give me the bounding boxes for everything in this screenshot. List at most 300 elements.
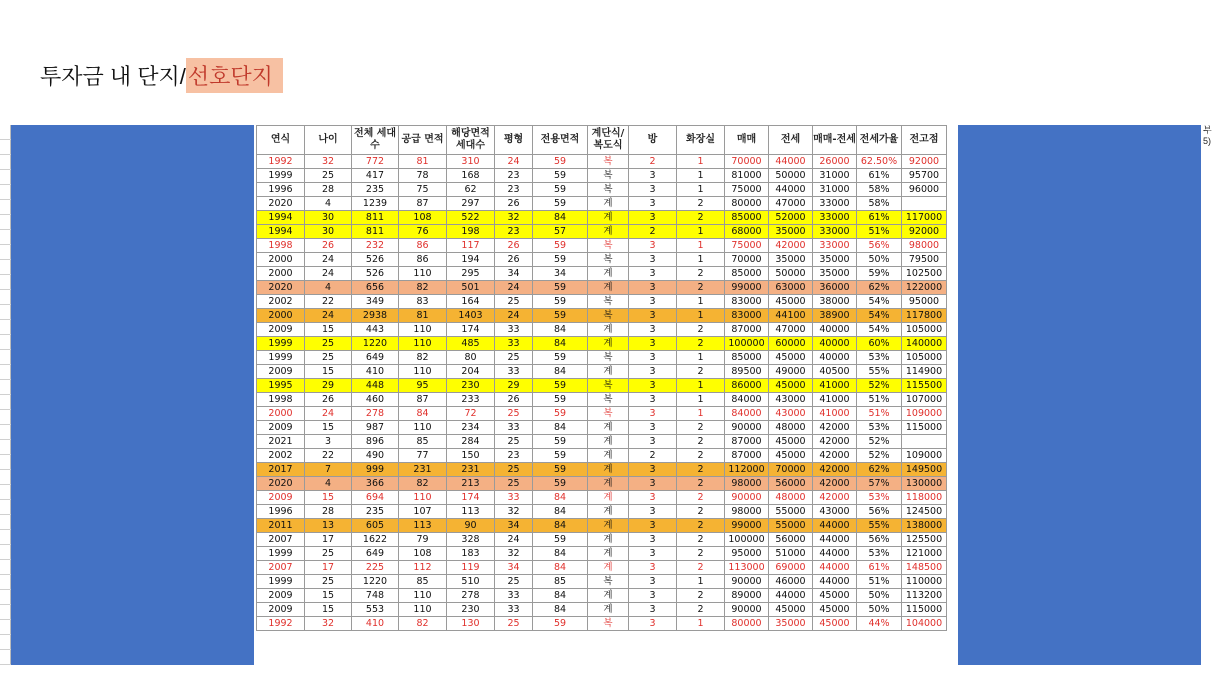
column-header: 매매 (725, 126, 769, 155)
table-cell: 110 (399, 603, 447, 617)
table-cell: 1996 (257, 183, 305, 197)
edge-grid-line (0, 395, 11, 410)
table-cell: 59 (533, 309, 588, 323)
table-cell: 2009 (257, 603, 305, 617)
table-cell: 460 (352, 393, 399, 407)
table-cell: 115000 (902, 603, 947, 617)
table-cell: 복 (588, 239, 629, 253)
table-cell: 349 (352, 295, 399, 309)
table-cell: 113200 (902, 589, 947, 603)
table-cell: 95000 (725, 547, 769, 561)
table-cell: 47000 (769, 323, 813, 337)
table-cell: 53% (857, 351, 902, 365)
table-row (257, 379, 947, 393)
table-cell: 61% (857, 211, 902, 225)
table-cell: 30 (305, 211, 352, 225)
table-cell: 80 (447, 351, 495, 365)
edge-grid-line (0, 170, 11, 185)
table-cell: 33 (495, 589, 533, 603)
table-row (257, 421, 947, 435)
table-cell: 2007 (257, 533, 305, 547)
table-cell: 44100 (769, 309, 813, 323)
table-cell: 84 (533, 547, 588, 561)
edge-grid-line (0, 185, 11, 200)
table-cell: 87 (399, 393, 447, 407)
table-cell: 2 (677, 519, 725, 533)
table-cell: 130 (447, 617, 495, 631)
table-cell: 48000 (769, 491, 813, 505)
table-cell: 77 (399, 449, 447, 463)
table-cell: 2020 (257, 477, 305, 491)
table-cell: 24 (495, 281, 533, 295)
table-cell: 59 (533, 281, 588, 295)
table-cell: 59 (533, 155, 588, 169)
table-cell: 3 (305, 435, 352, 449)
edge-grid-line (0, 215, 11, 230)
table-cell: 89000 (725, 589, 769, 603)
edge-grid-line (0, 260, 11, 275)
table-cell: 25 (495, 617, 533, 631)
table-cell: 33 (495, 421, 533, 435)
table-cell: 46000 (769, 575, 813, 589)
table-cell: 83000 (725, 309, 769, 323)
table-cell: 79 (399, 533, 447, 547)
right-redaction-panel (958, 125, 1201, 665)
table-cell: 15 (305, 589, 352, 603)
table-cell: 59 (533, 183, 588, 197)
edge-grid-line (0, 125, 11, 140)
column-header: 전세가율 (857, 126, 902, 155)
table-cell: 1 (677, 575, 725, 589)
table-cell: 1994 (257, 211, 305, 225)
table-cell: 310 (447, 155, 495, 169)
table-cell: 25 (495, 295, 533, 309)
table-cell: 58% (857, 197, 902, 211)
table-row (257, 155, 947, 169)
edge-grid-line (0, 590, 11, 605)
table-cell: 26 (495, 197, 533, 211)
table-cell: 54% (857, 309, 902, 323)
table-cell: 51% (857, 575, 902, 589)
table-cell: 1992 (257, 155, 305, 169)
table-cell: 99000 (725, 281, 769, 295)
table-cell: 26 (495, 239, 533, 253)
table-body (257, 155, 947, 631)
table-cell: 34 (495, 561, 533, 575)
table-cell: 3 (629, 239, 677, 253)
table-cell: 84 (399, 407, 447, 421)
table-cell: 1999 (257, 169, 305, 183)
table-row (257, 575, 947, 589)
table-cell: 2021 (257, 435, 305, 449)
edge-grid-line (0, 275, 11, 290)
table-cell: 1 (677, 183, 725, 197)
column-header: 방 (629, 126, 677, 155)
table-cell: 44000 (813, 519, 857, 533)
table-cell: 225 (352, 561, 399, 575)
table-cell: 26 (495, 393, 533, 407)
table-cell: 649 (352, 547, 399, 561)
table-cell: 35000 (769, 617, 813, 631)
table-cell: 1 (677, 379, 725, 393)
edge-grid-line (0, 650, 11, 665)
table-cell: 50000 (769, 169, 813, 183)
table-cell: 2009 (257, 323, 305, 337)
table-cell: 811 (352, 211, 399, 225)
table-cell: 1998 (257, 393, 305, 407)
table-cell: 7 (305, 463, 352, 477)
table-cell: 44% (857, 617, 902, 631)
edge-grid-line (0, 290, 11, 305)
table-cell: 59% (857, 267, 902, 281)
table-cell: 23 (495, 169, 533, 183)
table-cell: 2002 (257, 449, 305, 463)
table-cell: 85000 (725, 351, 769, 365)
table-cell: 72 (447, 407, 495, 421)
edge-grid-line (0, 485, 11, 500)
table-cell: 복 (588, 169, 629, 183)
table-cell: 44000 (813, 533, 857, 547)
table-cell: 2 (629, 225, 677, 239)
table-row (257, 435, 947, 449)
table-row (257, 169, 947, 183)
table-cell: 38900 (813, 309, 857, 323)
table-cell: 3 (629, 561, 677, 575)
table-cell: 45000 (813, 617, 857, 631)
table-cell: 117000 (902, 211, 947, 225)
table-cell: 55000 (769, 519, 813, 533)
table-cell: 31000 (813, 169, 857, 183)
table-cell: 105000 (902, 323, 947, 337)
table-cell: 48000 (769, 421, 813, 435)
table-header-row (257, 126, 947, 155)
table-cell: 계 (588, 533, 629, 547)
table-cell: 76 (399, 225, 447, 239)
table-cell: 15 (305, 603, 352, 617)
table-cell: 84000 (725, 407, 769, 421)
table-cell: 233 (447, 393, 495, 407)
table-cell: 33 (495, 337, 533, 351)
table-row (257, 449, 947, 463)
table-cell: 25 (495, 477, 533, 491)
table-cell: 68000 (725, 225, 769, 239)
table-cell: 80000 (725, 197, 769, 211)
table-row (257, 253, 947, 267)
table-cell: 15 (305, 491, 352, 505)
table-cell: 복 (588, 253, 629, 267)
table-cell: 110 (399, 365, 447, 379)
table-cell: 계 (588, 281, 629, 295)
table-cell: 56000 (769, 477, 813, 491)
table-cell: 117 (447, 239, 495, 253)
table-row (257, 365, 947, 379)
table-cell: 57% (857, 477, 902, 491)
table-cell: 98000 (902, 239, 947, 253)
table-row (257, 211, 947, 225)
table-cell: 58% (857, 183, 902, 197)
table-cell: 29 (495, 379, 533, 393)
table-cell: 1 (677, 225, 725, 239)
table-cell: 999 (352, 463, 399, 477)
edge-grid-line (0, 245, 11, 260)
table-cell: 40000 (813, 323, 857, 337)
table-cell: 45000 (769, 351, 813, 365)
table-cell: 2000 (257, 309, 305, 323)
edge-grid-line (0, 560, 11, 575)
table-cell: 계 (588, 463, 629, 477)
table-cell: 23 (495, 183, 533, 197)
column-header: 연식 (257, 126, 305, 155)
table-cell: 62 (447, 183, 495, 197)
table-cell: 42000 (769, 239, 813, 253)
table-cell: 계 (588, 589, 629, 603)
table-cell: 87000 (725, 323, 769, 337)
table-cell: 3 (629, 421, 677, 435)
table-cell: 32 (495, 505, 533, 519)
table-cell: 526 (352, 253, 399, 267)
table-row (257, 239, 947, 253)
table-cell: 553 (352, 603, 399, 617)
edge-grid-line (0, 320, 11, 335)
table-cell: 3 (629, 211, 677, 225)
table-row (257, 309, 947, 323)
table-cell: 복 (588, 617, 629, 631)
table-cell: 34 (533, 267, 588, 281)
table-cell: 57 (533, 225, 588, 239)
table-cell: 38000 (813, 295, 857, 309)
table-cell: 52% (857, 379, 902, 393)
table-cell: 15 (305, 323, 352, 337)
table-cell: 36000 (813, 281, 857, 295)
table-cell: 1 (677, 617, 725, 631)
table-cell: 2020 (257, 197, 305, 211)
table-cell: 278 (352, 407, 399, 421)
table-cell: 2 (677, 281, 725, 295)
table-row (257, 463, 947, 477)
table-cell: 107 (399, 505, 447, 519)
table-cell: 99000 (725, 519, 769, 533)
table-cell: 121000 (902, 547, 947, 561)
table-cell: 53% (857, 421, 902, 435)
table-cell: 24 (495, 155, 533, 169)
table-cell: 2009 (257, 421, 305, 435)
table-cell: 82 (399, 281, 447, 295)
table-cell: 42000 (813, 435, 857, 449)
table-cell: 2 (677, 211, 725, 225)
table-cell: 3 (629, 407, 677, 421)
table-cell: 2938 (352, 309, 399, 323)
table-cell: 1999 (257, 351, 305, 365)
left-redaction-panel (11, 125, 254, 665)
table-cell: 40000 (813, 337, 857, 351)
table-cell: 계 (588, 449, 629, 463)
table-cell: 3 (629, 379, 677, 393)
table-cell: 53% (857, 547, 902, 561)
table-cell: 44000 (813, 547, 857, 561)
table-cell: 60% (857, 337, 902, 351)
table-cell: 410 (352, 617, 399, 631)
table-cell: 52% (857, 435, 902, 449)
table-cell: 25 (305, 547, 352, 561)
table-cell: 3 (629, 393, 677, 407)
table-cell: 1999 (257, 547, 305, 561)
table-cell: 113 (447, 505, 495, 519)
table-row (257, 337, 947, 351)
table-cell: 417 (352, 169, 399, 183)
table-cell: 계 (588, 547, 629, 561)
table-cell: 234 (447, 421, 495, 435)
table-cell: 25 (495, 463, 533, 477)
column-header: 나이 (305, 126, 352, 155)
table-cell: 61% (857, 169, 902, 183)
table-cell: 115500 (902, 379, 947, 393)
table-cell: 90 (447, 519, 495, 533)
column-header: 평형 (495, 126, 533, 155)
table-cell: 56% (857, 239, 902, 253)
table-cell: 85 (533, 575, 588, 589)
table-cell: 656 (352, 281, 399, 295)
table-cell: 84 (533, 603, 588, 617)
table-cell: 25 (495, 435, 533, 449)
table-cell: 84 (533, 519, 588, 533)
table-cell: 605 (352, 519, 399, 533)
table-cell: 2 (677, 337, 725, 351)
table-cell: 32 (495, 211, 533, 225)
table-cell: 148500 (902, 561, 947, 575)
table-cell: 35000 (769, 253, 813, 267)
table-cell: 34 (495, 267, 533, 281)
table-cell: 44000 (813, 575, 857, 589)
table-cell: 26 (495, 253, 533, 267)
table-cell: 125500 (902, 533, 947, 547)
table-cell: 49000 (769, 365, 813, 379)
edge-grid-line (0, 425, 11, 440)
table-cell: 35000 (813, 253, 857, 267)
table-cell: 복 (588, 309, 629, 323)
table-cell: 계 (588, 603, 629, 617)
table-cell: 100000 (725, 533, 769, 547)
table-cell: 40500 (813, 365, 857, 379)
table-cell: 85000 (725, 211, 769, 225)
table-cell: 25 (305, 337, 352, 351)
table-cell: 계 (588, 197, 629, 211)
table-cell: 계 (588, 365, 629, 379)
column-header: 공급 면적 (399, 126, 447, 155)
table-cell: 510 (447, 575, 495, 589)
table-row (257, 505, 947, 519)
table-cell: 3 (629, 267, 677, 281)
table-cell: 198 (447, 225, 495, 239)
table-cell: 117800 (902, 309, 947, 323)
table-cell: 45000 (769, 379, 813, 393)
table-cell: 43000 (813, 505, 857, 519)
table-cell: 2 (629, 449, 677, 463)
table-cell: 772 (352, 155, 399, 169)
table-cell: 32 (305, 155, 352, 169)
table-cell: 1 (677, 169, 725, 183)
table-cell: 계 (588, 505, 629, 519)
table-cell: 2002 (257, 295, 305, 309)
table-cell: 112000 (725, 463, 769, 477)
table-cell: 24 (305, 253, 352, 267)
edge-grid-line (0, 440, 11, 455)
table-cell: 55000 (769, 505, 813, 519)
table-cell: 62% (857, 281, 902, 295)
column-header: 전고점 (902, 126, 947, 155)
table-cell: 79500 (902, 253, 947, 267)
table-cell: 75 (399, 183, 447, 197)
table-cell: 50% (857, 253, 902, 267)
table-cell: 231 (399, 463, 447, 477)
table-cell: 130000 (902, 477, 947, 491)
table-cell: 59 (533, 351, 588, 365)
table-cell: 100000 (725, 337, 769, 351)
table-cell: 85 (399, 575, 447, 589)
table-cell: 149500 (902, 463, 947, 477)
table-cell: 110 (399, 589, 447, 603)
table-cell: 25 (305, 575, 352, 589)
table-cell: 328 (447, 533, 495, 547)
table-cell: 24 (305, 267, 352, 281)
table-row (257, 267, 947, 281)
table-cell: 81 (399, 155, 447, 169)
edge-grid-line (0, 155, 11, 170)
table-cell: 2 (677, 449, 725, 463)
table-cell: 87 (399, 197, 447, 211)
table-cell: 3 (629, 477, 677, 491)
table-cell: 2017 (257, 463, 305, 477)
table-cell: 1 (677, 309, 725, 323)
table-cell: 1999 (257, 575, 305, 589)
table-cell: 2007 (257, 561, 305, 575)
edge-grid-line (0, 140, 11, 155)
table-cell: 896 (352, 435, 399, 449)
table-cell: 110 (399, 491, 447, 505)
table-cell: 25 (495, 407, 533, 421)
edge-grid-line (0, 605, 11, 620)
table-cell: 115000 (902, 421, 947, 435)
table-cell: 2020 (257, 281, 305, 295)
table-cell: 3 (629, 463, 677, 477)
edge-grid-line (0, 380, 11, 395)
table-cell: 55% (857, 519, 902, 533)
table-cell: 213 (447, 477, 495, 491)
table-cell: 95000 (902, 295, 947, 309)
edge-grid-line (0, 410, 11, 425)
column-header: 계단식/ 복도식 (588, 126, 629, 155)
table-cell: 1220 (352, 575, 399, 589)
table-cell: 75000 (725, 183, 769, 197)
table-cell: 95 (399, 379, 447, 393)
column-header: 전용면적 (533, 126, 588, 155)
table-cell: 28 (305, 505, 352, 519)
table-cell: 복 (588, 393, 629, 407)
table-cell: 113 (399, 519, 447, 533)
table-cell: 2 (677, 603, 725, 617)
table-cell: 45000 (769, 295, 813, 309)
edge-grid-line (0, 500, 11, 515)
table-cell: 43000 (769, 407, 813, 421)
table-cell: 84 (533, 589, 588, 603)
table-cell: 83 (399, 295, 447, 309)
table-cell: 3 (629, 295, 677, 309)
table-cell: 168 (447, 169, 495, 183)
table-cell: 32 (305, 617, 352, 631)
table-cell: 47000 (769, 197, 813, 211)
table-cell: 107000 (902, 393, 947, 407)
table-cell: 89500 (725, 365, 769, 379)
table-cell: 140000 (902, 337, 947, 351)
